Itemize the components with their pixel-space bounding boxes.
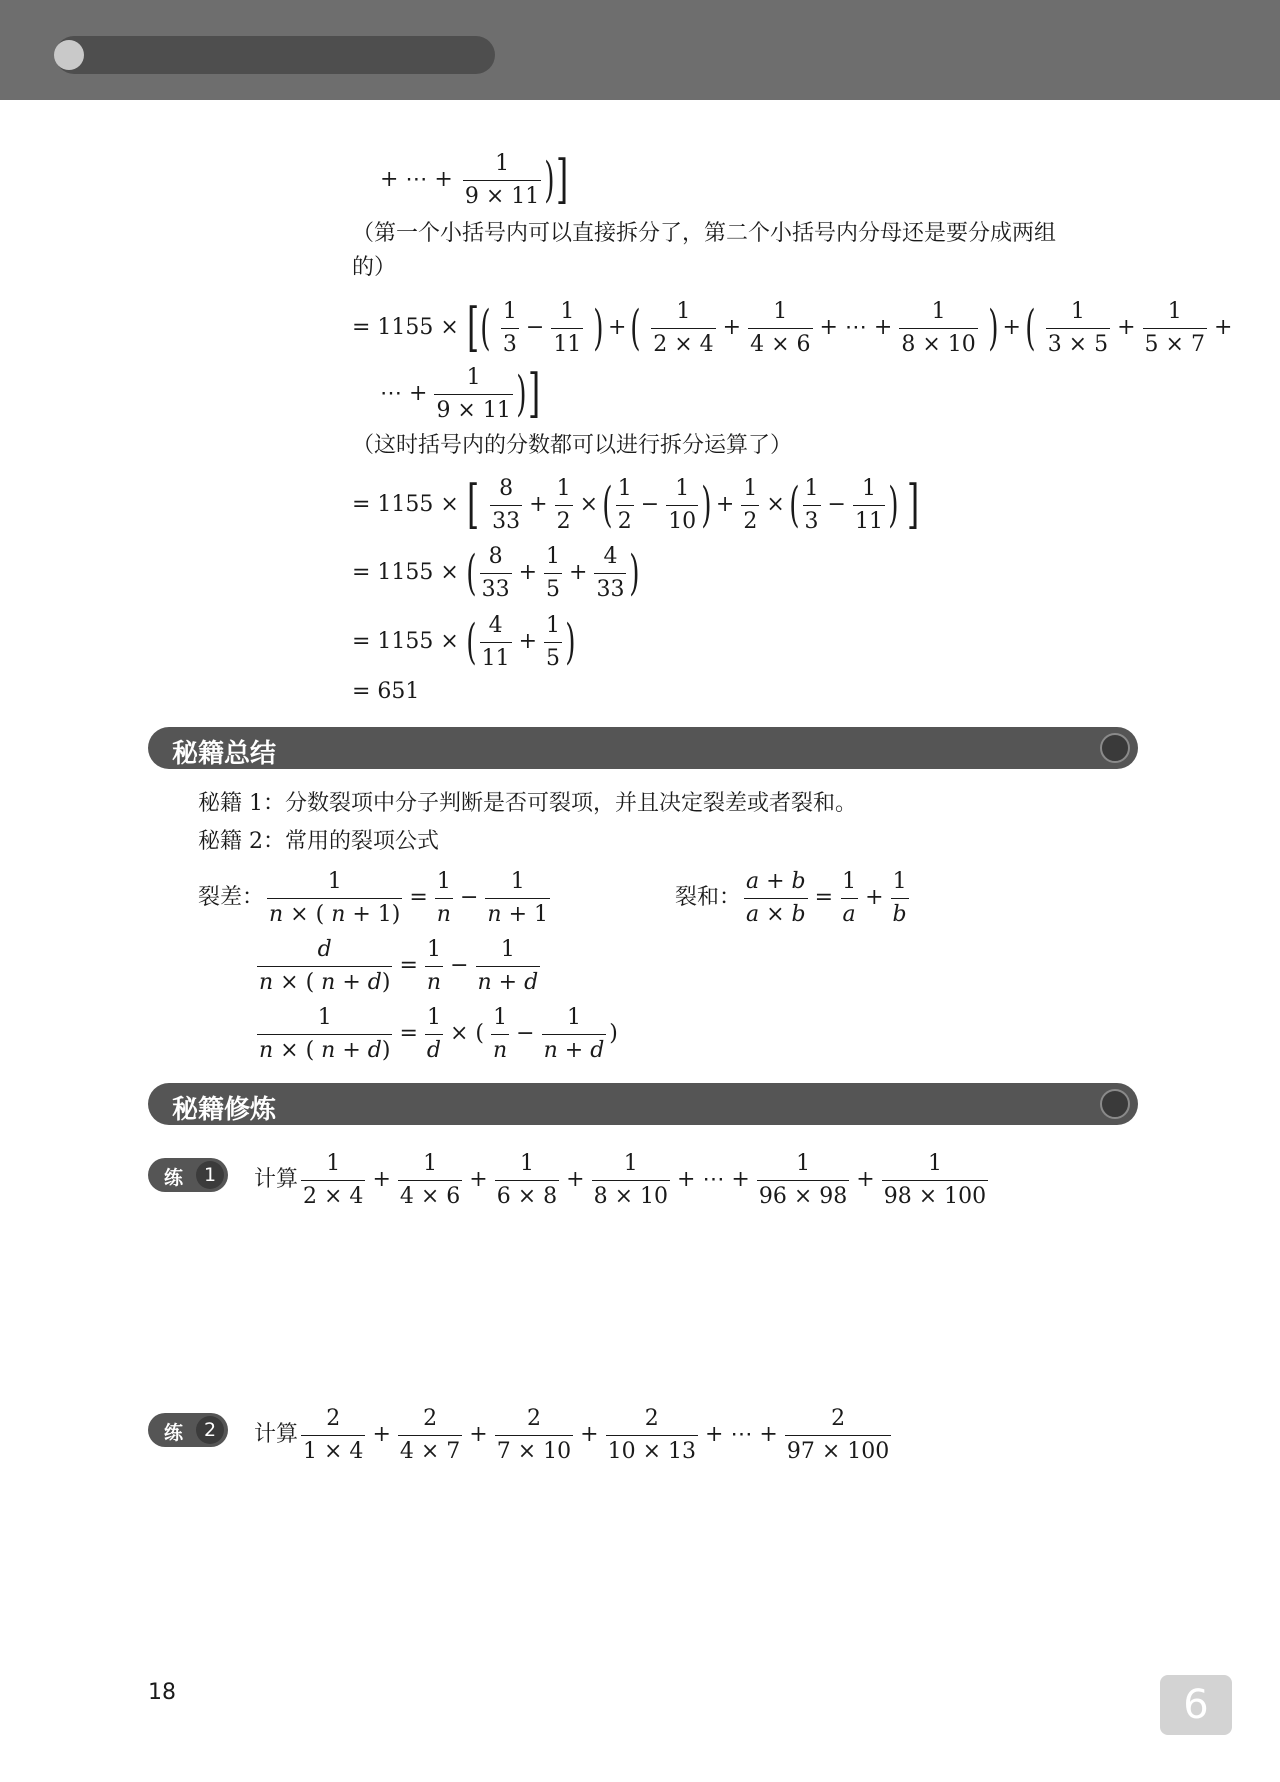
- formula-difference-1: 裂差： $\frac{1}{n \times ( n + 1)}$ = $\frac{1}{n}$ − $\frac{1}{n + 1}$: [198, 869, 548, 927]
- ellipsis-terms: + ⋯ +: [380, 167, 453, 192]
- solution-result: = 651: [352, 679, 420, 704]
- header-bar: [0, 0, 1280, 100]
- solution-step-3: = 1155 × ( $\frac{8}{33}$ + $\frac{1}{5}$ + $\frac{4}{33}$ ): [352, 544, 640, 602]
- step-prefix: = 1155 ×: [352, 315, 459, 340]
- chapter-badge: 6: [1160, 1675, 1232, 1735]
- problem-prompt: 计算: [254, 1422, 299, 1447]
- formula-label: 裂差：: [198, 885, 265, 910]
- section-title: 秘籍修炼: [172, 1095, 277, 1125]
- practice-problem-1: 计算 $\frac{1}{2 \times 4}$ + $\frac{1}{4 \times 6}$ + $\frac{1}{6 \times 8}$ + $\frac{1}{8 \times 10}$ + ⋯ + $\frac{1}{96 \times 98}$ + $\frac{1}{98 \times 100}$: [254, 1151, 987, 1209]
- tip-line: 秘籍 1：分数裂项中分子判断是否可裂项，并且决定裂差或者裂和。: [198, 791, 857, 816]
- solution-step-2: = 1155 × [ $\frac{8}{33}$ + $\frac{1}{2}$ ×( $\frac{1}{2}$ − $\frac{1}{10}$ ) + $\frac{1}{2}$ ×( $\frac{1}{3}$ − $\frac{1}{11}$ ) ]: [352, 475, 919, 535]
- header-title-pill: [55, 36, 495, 74]
- formula-difference-3: $\frac{1}{n \times ( n + d)}$ = $\frac{1}{d}$ × ( $\frac{1}{n}$ − $\frac{1}{n + d}$ ): [259, 1005, 618, 1063]
- formula-difference-2: $\frac{d}{n \times ( n + d)}$ = $\frac{1}{n}$ − $\frac{1}{n + d}$: [259, 937, 539, 995]
- step-prefix: = 1155 ×: [352, 492, 459, 517]
- header-logo-icon: [54, 40, 84, 70]
- formula-sum: 裂和： $\frac{a + b}{a \times b}$ = $\frac{1}{a}$ + $\frac{1}{b}$: [675, 869, 907, 927]
- circle-icon: [1100, 733, 1130, 763]
- practice-problem-2: 计算 $\frac{2}{1 \times 4}$ + $\frac{2}{4 \times 7}$ + $\frac{2}{7 \times 10}$ + $\frac{2}{10 \times 13}$ + ⋯ + $\frac{2}{97 \times 100}$: [254, 1406, 890, 1464]
- note-paragraph: [352, 220, 1056, 281]
- solution-continuation: + ⋯ + $\frac{1}{9 \times 11}$ )]: [380, 150, 569, 210]
- solution-step-4: = 1155 × ( $\frac{4}{11}$ + $\frac{1}{5}$ ): [352, 613, 576, 671]
- practice-tag-2: [148, 1413, 228, 1447]
- page-number: 18: [148, 1680, 176, 1705]
- tip-line: 秘籍 2：常用的裂项公式: [198, 829, 439, 854]
- tag-number: 1: [196, 1161, 224, 1189]
- step-prefix: = 1155 ×: [352, 629, 459, 654]
- solution-step-1-cont: ⋯ + $\frac{1}{9 \times 11}$ )]: [380, 364, 540, 424]
- summary-banner: [148, 727, 1138, 769]
- tag-label: 练: [164, 1167, 184, 1189]
- section-title: 秘籍总结: [172, 739, 277, 769]
- problem-prompt: 计算: [254, 1167, 299, 1192]
- fraction: $\frac{1}{9 \times 11}$: [464, 151, 540, 209]
- practice-banner: [148, 1083, 1138, 1125]
- practice-tag-1: [148, 1158, 228, 1192]
- solution-step-1: = 1155 × [( $\frac{1}{3}$ − $\frac{1}{11}$ ) +( $\frac{1}{2 \times 4}$ + $\frac{1}{4 \times 6}$ + ⋯ + $\frac{1}{8 \times 10}$ ) +( $\frac{1}{3 \times 5}$ + $\frac{1}{5 \times 7}$ +: [352, 298, 1233, 358]
- circle-icon: [1100, 1089, 1130, 1119]
- note-line: （这时括号内的分数都可以进行拆分运算了）: [352, 433, 793, 458]
- step-prefix: = 1155 ×: [352, 560, 459, 585]
- tag-number: 2: [196, 1416, 224, 1444]
- note-line: （第一个小括号内可以直接拆分了，第二个小括号内分母还是要分成两组: [352, 221, 1057, 246]
- formula-label: 裂和：: [675, 885, 742, 910]
- note-line: 的）: [352, 254, 397, 280]
- tag-label: 练: [164, 1422, 184, 1444]
